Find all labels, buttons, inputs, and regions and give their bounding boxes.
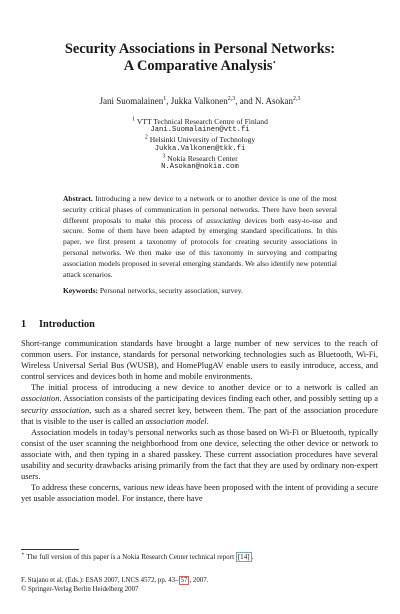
affiliation-email: Jani.Suomalainen@vtt.fi xyxy=(150,126,250,135)
footnote-end: . xyxy=(251,553,254,561)
publication-text: F. Stajano et al. (Eds.): ESAS 2007, LNCS 4572, pp. 43– xyxy=(21,577,179,584)
keywords xyxy=(63,286,337,297)
affiliation-text: Helsinki University of Technology xyxy=(149,135,256,145)
author-name: N. Asokan xyxy=(255,96,294,106)
keywords-text: Personal networks, security association, survey. xyxy=(99,286,243,296)
author-affiliation-sup: 2,3 xyxy=(293,96,301,102)
paragraph-part: The initial process of introducing a new device to another device or to a network is called an xyxy=(31,382,378,393)
author-name: Jani Suomalainen xyxy=(99,96,164,106)
paragraph-part: . xyxy=(206,415,209,426)
section-heading xyxy=(21,319,95,330)
affiliation-name xyxy=(40,135,360,144)
paragraph: Association models in today’s personal networks such as those based on Wi-Fi or Bluetooth, typically consist of the user scanning the neighborhood from one device, selecting the other device or network to associate with, and then typing in a shared passkey. These current association procedures have several usability and security drawbacks arising primarily from the fact that they are used by ordinary non-expert users. xyxy=(21,426,378,482)
author-name: Jukka Valkonen xyxy=(170,96,228,106)
footnote-mark: ⋆ xyxy=(21,551,25,558)
affiliation-name xyxy=(40,154,360,163)
title-line-2-text: A Comparative Analysis xyxy=(123,58,273,74)
title-footnote-mark: ⋆ xyxy=(272,60,277,67)
affiliation-email: Jukka.Valkonen@tkk.fi xyxy=(154,144,246,153)
emphasis: association model xyxy=(145,415,207,426)
affiliation-text: VTT Technical Research Centre of Finland xyxy=(136,117,268,126)
paragraph-part: , such as a shared secret key, between them. The part of the association procedure that is visible to the user is called an xyxy=(21,404,379,426)
paragraph xyxy=(21,382,378,426)
citation-link[interactable]: [14] xyxy=(237,553,250,561)
keywords-label: Keywords: xyxy=(63,286,98,296)
page-range-link[interactable]: 57 xyxy=(180,577,188,584)
publication-line xyxy=(21,576,208,585)
affiliation-sup: 3 xyxy=(162,153,166,160)
emphasis: association xyxy=(21,393,60,404)
affiliation-list xyxy=(40,117,360,172)
affiliation-sup: 1 xyxy=(132,116,136,123)
publication-text: , 2007. xyxy=(189,577,209,584)
section-title: Introduction xyxy=(39,319,95,330)
author-affiliation-sup: 1 xyxy=(163,96,167,102)
abstract-part: devices both easy-to-use and secure. Some of them have been adapted by emerging standard specifications. In this paper, we first present a taxonomy of protocols for creating security associations in personal networks. We then make use of this taxonomy in surveying and comparing association models proposed in several emerging standards. We also identify new potential attack scenarios. xyxy=(63,215,337,279)
author-separator: , and xyxy=(235,96,256,106)
abstract-emphasis: associating xyxy=(206,215,241,225)
affiliation-name xyxy=(40,117,360,126)
affiliation-email: N.Asokan@nokia.com xyxy=(161,163,239,172)
affiliation-text: Nokia Research Center xyxy=(167,153,238,163)
affiliation-sup: 2 xyxy=(144,134,148,141)
abstract-part: Introducing a new device to a network or to another device is one of the most security critical phases of communication in personal networks. There have been several different proposals to make this process of xyxy=(63,194,338,225)
body-text xyxy=(21,338,378,504)
publication-info xyxy=(21,576,208,594)
section-number: 1 xyxy=(21,319,27,330)
footnote-rule xyxy=(21,549,79,550)
copyright-line: © Springer-Verlag Berlin Heidelberg 2007 xyxy=(21,586,139,593)
author-list xyxy=(40,96,360,106)
title-line-2 xyxy=(40,58,360,75)
emphasis: security association xyxy=(21,404,90,415)
author-separator: , xyxy=(166,96,171,106)
title-line-1: Security Associations in Personal Networks: xyxy=(64,41,336,57)
abstract xyxy=(63,194,337,297)
footnote-text: The full version of this paper is a Nokia Research Center technical report xyxy=(26,553,236,561)
footnote xyxy=(21,553,378,561)
paragraph: Short-range communication standards have brought a large number of new services to the reach of common users. For instance, standards for personal networking technologies such as Bluetooth, Wi-Fi, Wireless Universal Serial Bus (WUSB), and HomePlugAV enable users to easily introduce, access, and control services and devices both in home and mobile environments. xyxy=(21,338,378,382)
abstract-text xyxy=(63,194,337,280)
paragraph: To address these concerns, various new ideas have been proposed with the intent of providing a secure yet usable association model. For instance, there have xyxy=(21,482,378,504)
author-affiliation-sup: 2,3 xyxy=(227,96,236,102)
paragraph-part: . Association consists of the participating devices finding each other, and possibly setting up a xyxy=(59,393,378,404)
paper-title xyxy=(40,41,360,75)
abstract-label: Abstract. xyxy=(63,194,93,203)
